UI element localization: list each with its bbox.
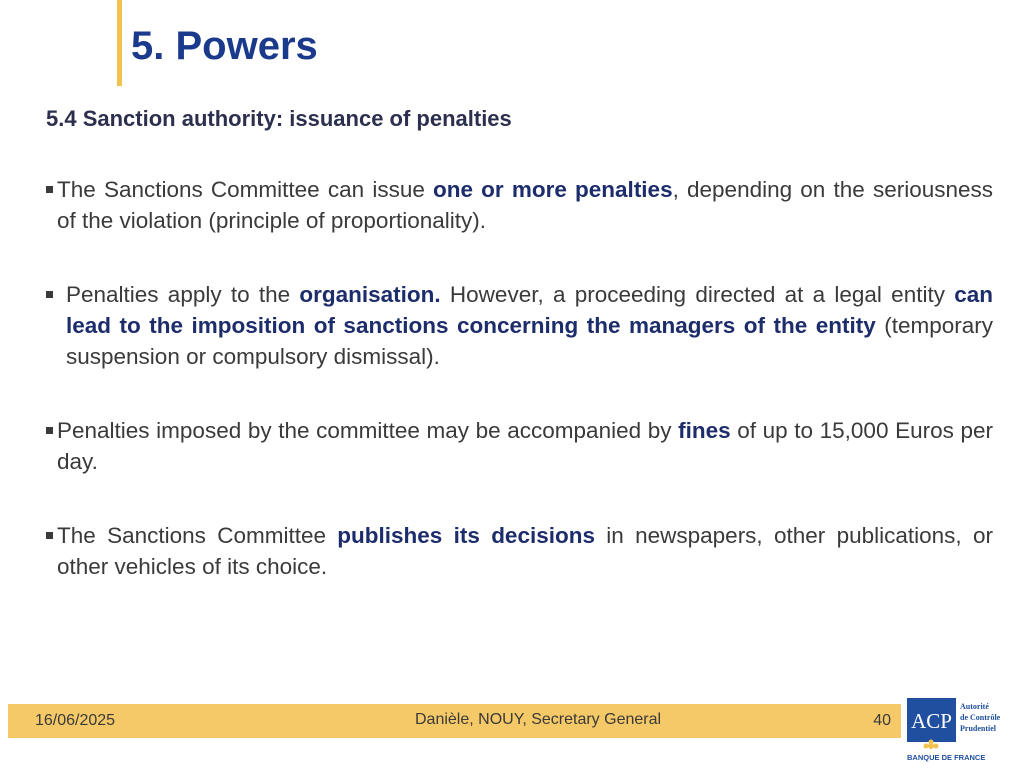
bullet-text: Penalties imposed by the committee may be accompanied by (57, 418, 679, 443)
square-bullet-icon (46, 532, 53, 539)
bullet-text: However, a proceeding directed at a legal entity (440, 282, 955, 307)
square-bullet-icon (46, 427, 53, 434)
bullet-text: Penalties apply to the (66, 282, 300, 307)
bullet-item (46, 520, 993, 582)
footer-bar (8, 704, 901, 738)
slide-title: 5. Powers (131, 24, 318, 68)
slide-subtitle: 5.4 Sanction authority: issuance of penalties (46, 106, 512, 131)
bullet-text: The Sanctions Committee can issue (57, 177, 434, 202)
bullet-emphasis: one or more penalties (433, 177, 673, 202)
bullet-emphasis: publishes its decisions (337, 523, 595, 548)
square-bullet-icon (46, 291, 53, 298)
acp-logo (905, 696, 1015, 762)
square-bullet-icon (46, 186, 53, 193)
bullet-text: The Sanctions Committee (57, 523, 338, 548)
bullet-text: (temporary suspension or compulsory dismissal). (66, 313, 993, 369)
bullet-text: in newspapers, other publications, or other vehicles of its choice. (57, 523, 993, 579)
footer-author: Danièle, NOUY, Secretary General (415, 711, 662, 728)
logo-line-1: Autorité (960, 702, 989, 711)
bullet-text: , depending on the seriousness of the violation (principle of proportionality). (57, 177, 993, 233)
bullet-item (46, 174, 993, 236)
bullet-text: of up to 15,000 Euros per day. (57, 418, 993, 474)
bullet-item (46, 279, 993, 372)
bullet-emphasis: organisation. (299, 282, 441, 307)
footer-date: 16/06/2025 (35, 712, 116, 729)
bullet-emphasis: can lead to the imposition of sanctions concerning the managers of the entity (66, 282, 993, 338)
title-accent-bar (117, 0, 122, 86)
logo-line-2: de Contrôle (960, 713, 1001, 722)
logo-line-3: Prudentiel (960, 724, 996, 733)
logo-bank-name: BANQUE DE FRANCE (907, 753, 986, 762)
logo-acronym: ACP (911, 709, 952, 733)
bullet-item (46, 415, 993, 477)
bullet-list (46, 174, 993, 625)
page-number: 40 (873, 712, 891, 729)
bullet-emphasis: fines (678, 418, 731, 443)
